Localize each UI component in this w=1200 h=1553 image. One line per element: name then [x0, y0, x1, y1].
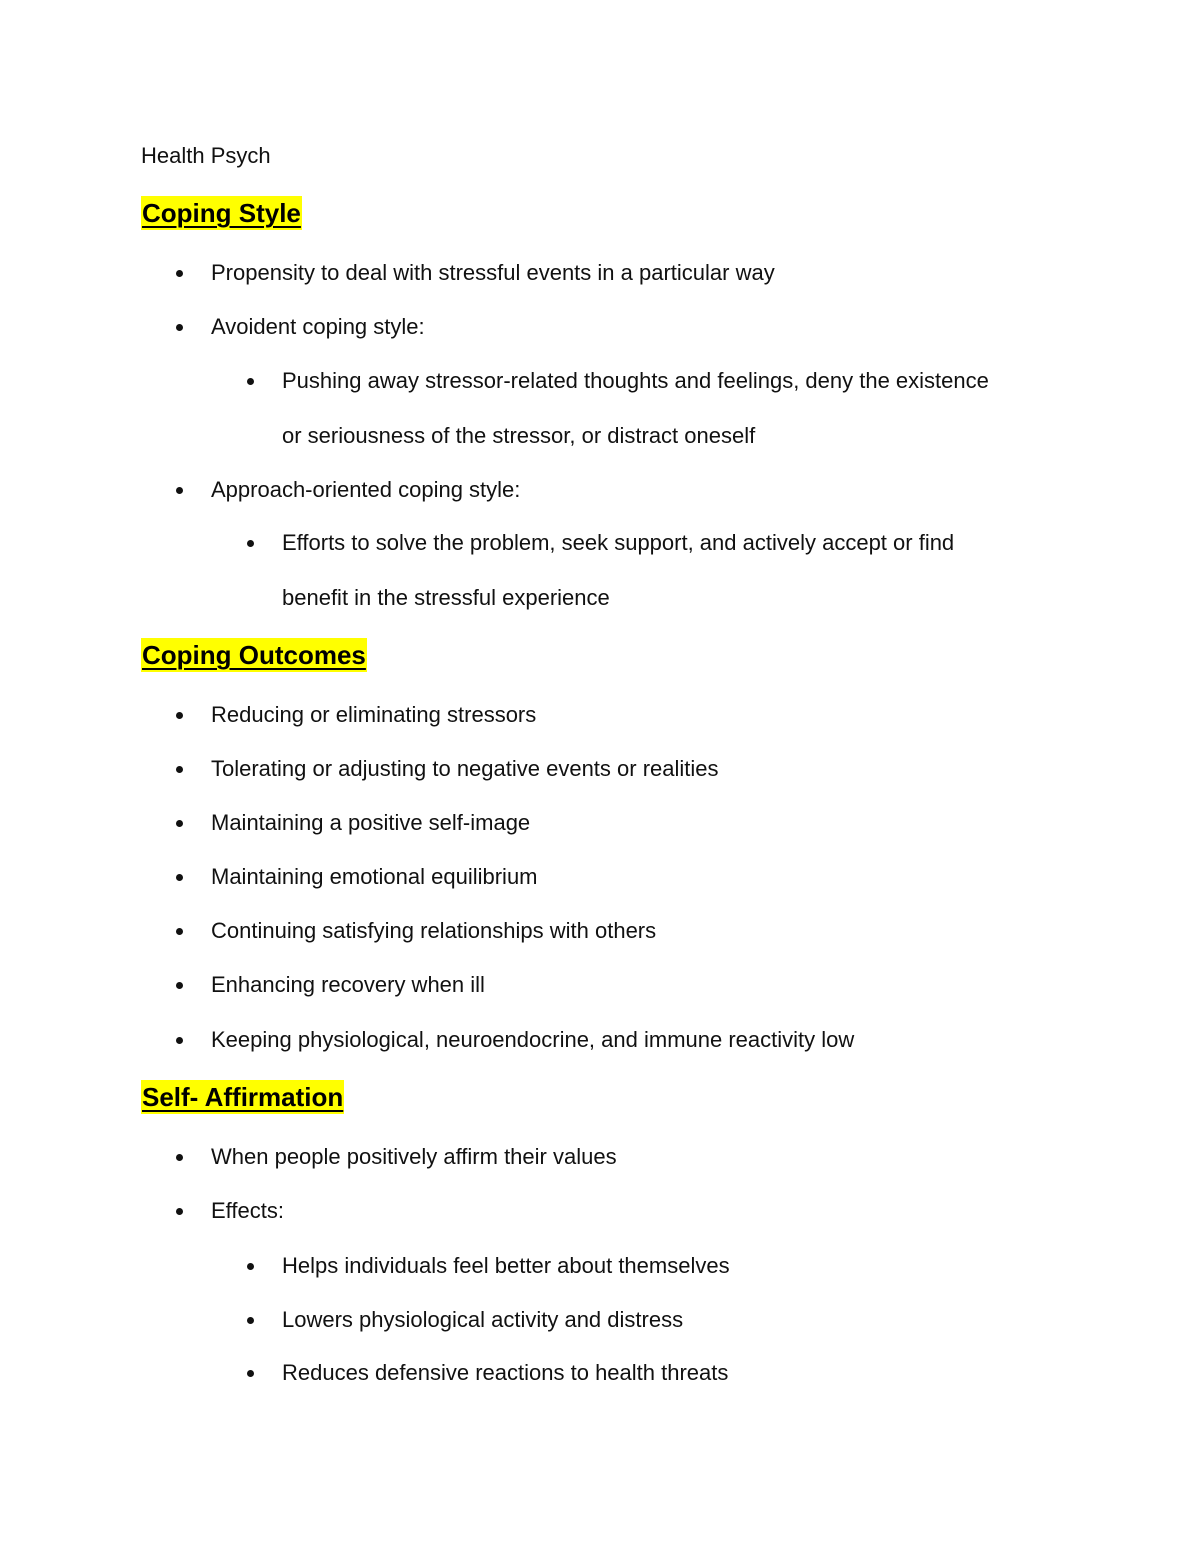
- list-item-text: Maintaining emotional equilibrium: [211, 864, 538, 889]
- list-item-text: Keeping physiological, neuroendocrine, and immune reactivity low: [211, 1027, 855, 1052]
- list-item-text: Propensity to deal with stressful events in a particular way: [211, 260, 775, 285]
- list-item-text: Enhancing recovery when ill: [211, 972, 485, 997]
- list-item-text: Approach-oriented coping style:: [211, 477, 521, 502]
- list-item-text: Effects:: [211, 1198, 284, 1223]
- bullet-icon: [176, 928, 183, 935]
- bullet-icon: [176, 487, 183, 494]
- list-item: [211, 754, 719, 784]
- list-item-text: or seriousness of the stressor, or distract oneself: [282, 423, 756, 448]
- bullet-icon: [176, 324, 183, 331]
- list-item-text: Reducing or eliminating stressors: [211, 702, 537, 727]
- list-item: [211, 916, 656, 946]
- list-item-text: Lowers physiological activity and distress: [282, 1307, 684, 1332]
- list-item-continuation: [282, 583, 610, 613]
- list-item: [211, 258, 775, 288]
- list-item-continuation: [282, 421, 755, 451]
- list-item-text: When people positively affirm their values: [211, 1144, 617, 1169]
- list-item-text: benefit in the stressful experience: [282, 585, 610, 610]
- sub-list-item: [282, 1358, 728, 1388]
- bullet-icon: [176, 766, 183, 773]
- list-item: [211, 1196, 284, 1226]
- list-item-text: Continuing satisfying relationships with others: [211, 918, 657, 943]
- list-item: [211, 312, 425, 342]
- list-item-text: Helps individuals feel better about themselves: [282, 1253, 730, 1278]
- sub-list-item: [282, 528, 954, 558]
- list-item-text: Pushing away stressor-related thoughts and feelings, deny the existence: [282, 368, 989, 393]
- bullet-icon: [247, 1370, 254, 1377]
- document-title: Health Psych: [141, 143, 271, 168]
- list-item: [211, 475, 520, 505]
- list-item: [211, 808, 530, 838]
- list-item: [211, 970, 485, 1000]
- list-item-text: Tolerating or adjusting to negative events or realities: [211, 756, 719, 781]
- list-item-text: Avoident coping style:: [211, 314, 425, 339]
- bullet-icon: [176, 820, 183, 827]
- bullet-icon: [176, 982, 183, 989]
- list-item: [211, 700, 536, 730]
- list-item: [211, 1142, 617, 1172]
- list-item-text: Efforts to solve the problem, seek support, and actively accept or find: [282, 530, 955, 555]
- list-item-text: Maintaining a positive self-image: [211, 810, 531, 835]
- bullet-icon: [176, 874, 183, 881]
- list-item: [211, 1025, 854, 1055]
- bullet-icon: [176, 1037, 183, 1044]
- sub-list-item: [282, 1251, 730, 1281]
- sub-list-item: [282, 1305, 683, 1335]
- bullet-icon: [176, 712, 183, 719]
- bullet-icon: [176, 270, 183, 277]
- sub-list-item: [282, 366, 989, 396]
- section-heading-coping-outcomes: Coping Outcomes: [142, 640, 366, 670]
- bullet-icon: [247, 1317, 254, 1324]
- bullet-icon: [176, 1208, 183, 1215]
- list-item-text: Reduces defensive reactions to health threats: [282, 1360, 729, 1385]
- bullet-icon: [247, 1263, 254, 1270]
- bullet-icon: [176, 1154, 183, 1161]
- section-heading-self-affirmation: Self- Affirmation: [142, 1082, 344, 1112]
- list-item: [211, 862, 538, 892]
- bullet-icon: [247, 378, 254, 385]
- section-heading-coping-style: Coping Style: [142, 198, 301, 228]
- bullet-icon: [247, 540, 254, 547]
